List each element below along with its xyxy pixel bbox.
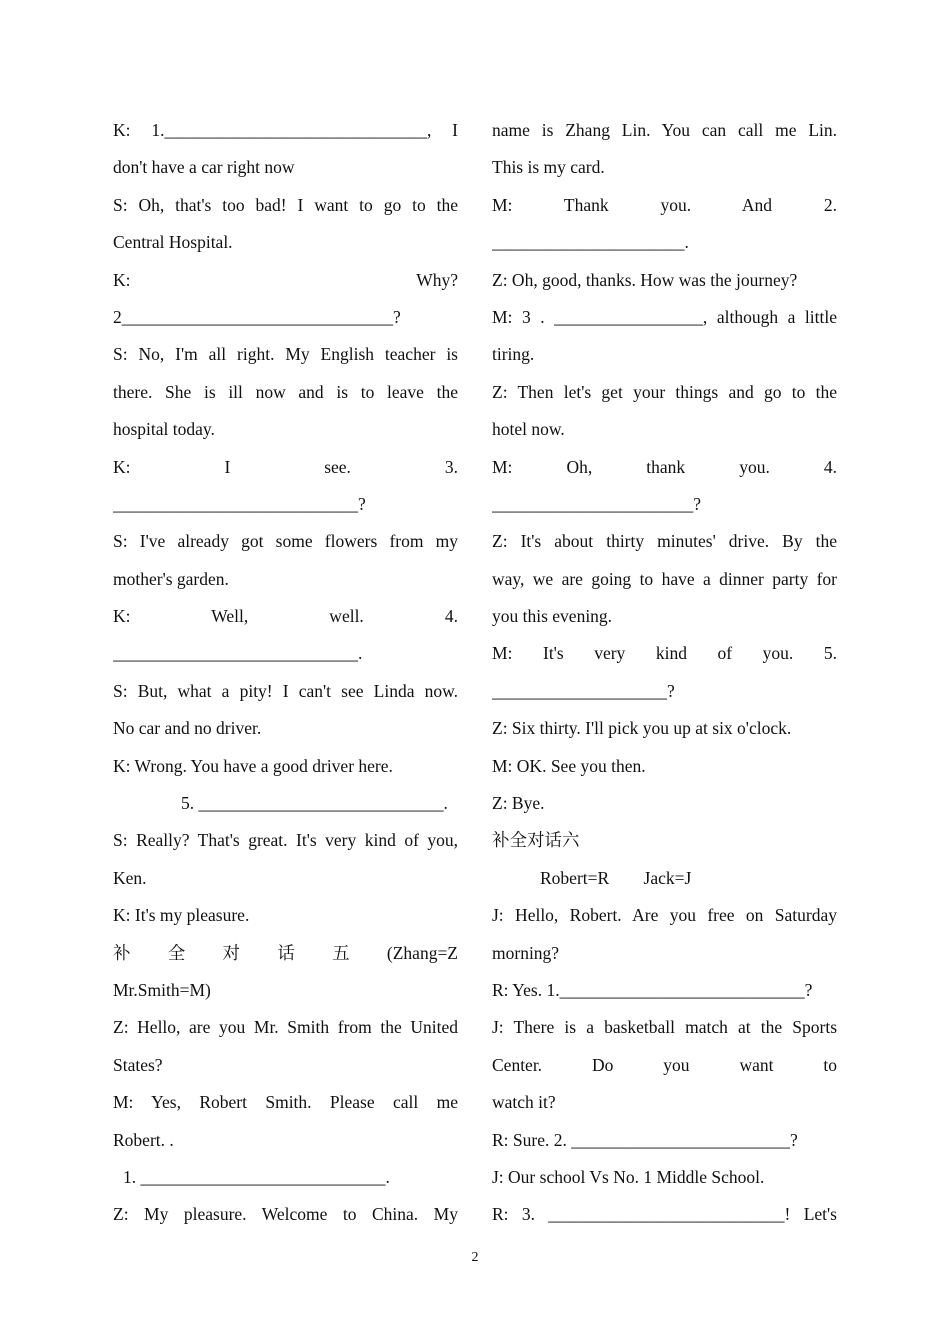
line: S: I've already got some flowers from my — [113, 531, 458, 552]
line: J: Our school Vs No. 1 Middle School. — [492, 1166, 765, 1187]
line: This is my card. — [492, 157, 605, 178]
line: R: Sure. 2. _________________________? — [492, 1129, 798, 1150]
line: Z: Six thirty. I'll pick you up at six o'clock. — [492, 718, 792, 739]
line: ______________________. — [492, 232, 689, 253]
page-number: 2 — [471, 1250, 479, 1265]
line: M: Oh, thank you. 4. — [492, 456, 837, 477]
line: K: Wrong. You have a good driver here. — [113, 755, 393, 776]
line: R: 3. ___________________________! Let's — [492, 1204, 837, 1225]
line: ____________________? — [492, 680, 675, 701]
line: hotel now. — [492, 419, 565, 440]
section-heading: 补全对话六 — [492, 830, 580, 851]
right-column — [492, 112, 837, 1234]
line: Z: Bye. — [492, 793, 545, 814]
line: morning? — [492, 942, 560, 963]
line: Z: Hello, are you Mr. Smith from the United — [113, 1017, 458, 1038]
line: ____________________________. — [113, 643, 363, 664]
line: watch it? — [492, 1092, 556, 1113]
line: No car and no driver. — [113, 718, 262, 739]
section-heading: 补 全 对 话 五 (Zhang=Z — [113, 942, 458, 963]
line: States? — [113, 1054, 163, 1075]
line: ____________________________? — [113, 493, 366, 514]
line: mother's garden. — [113, 568, 229, 589]
line: Z: It's about thirty minutes' drive. By the — [492, 531, 837, 552]
line: 1. ____________________________. — [123, 1166, 390, 1187]
line: J: Hello, Robert. Are you free on Saturday — [492, 905, 837, 926]
line: K: 1.______________________________, I — [113, 120, 458, 140]
line: M: OK. See you then. — [492, 755, 646, 776]
line: K: Well, well. 4. — [113, 606, 458, 627]
line: hospital today. — [113, 419, 215, 440]
line: M: It's very kind of you. 5. — [492, 643, 837, 664]
line: M: 3 . _________________, although a little — [492, 306, 837, 327]
line: you this evening. — [492, 606, 613, 627]
line: there. She is ill now and is to leave the — [113, 381, 458, 402]
line: Z: My pleasure. Welcome to China. My — [113, 1204, 458, 1225]
line: Z: Oh, good, thanks. How was the journey? — [492, 269, 798, 290]
line: R: Yes. 1.____________________________? — [492, 979, 813, 1000]
line: name is Zhang Lin. You can call me Lin. — [492, 120, 837, 140]
line: S: But, what a pity! I can't see Linda now. — [113, 680, 458, 701]
line: J: There is a basketball match at the Sports — [492, 1017, 837, 1038]
line: S: Oh, that's too bad! I want to go to the — [113, 194, 458, 215]
line: Robert=R Jack=J — [540, 867, 692, 888]
line: Central Hospital. — [113, 232, 233, 253]
line: Center. Do you want to — [492, 1054, 837, 1075]
line: K: Why? — [113, 269, 458, 290]
line: 2_______________________________? — [113, 306, 401, 327]
line: S: Really? That's great. It's very kind of you, — [113, 830, 458, 851]
line: don't have a car right now — [113, 157, 295, 178]
line: K: I see. 3. — [113, 456, 458, 477]
line: Robert. . — [113, 1129, 174, 1150]
line: S: No, I'm all right. My English teacher is — [113, 344, 458, 365]
line: Mr.Smith=M) — [113, 979, 211, 1000]
line: Ken. — [113, 867, 147, 888]
line: Z: Then let's get your things and go to the — [492, 381, 837, 402]
line: 5. ____________________________. — [181, 793, 448, 814]
line: M: Thank you. And 2. — [492, 194, 837, 215]
line: _______________________? — [492, 493, 702, 514]
line: K: It's my pleasure. — [113, 905, 250, 926]
line: way, we are going to have a dinner party for — [492, 568, 837, 589]
line: M: Yes, Robert Smith. Please call me — [113, 1092, 458, 1113]
left-column — [113, 112, 458, 1234]
line: tiring. — [492, 344, 535, 365]
